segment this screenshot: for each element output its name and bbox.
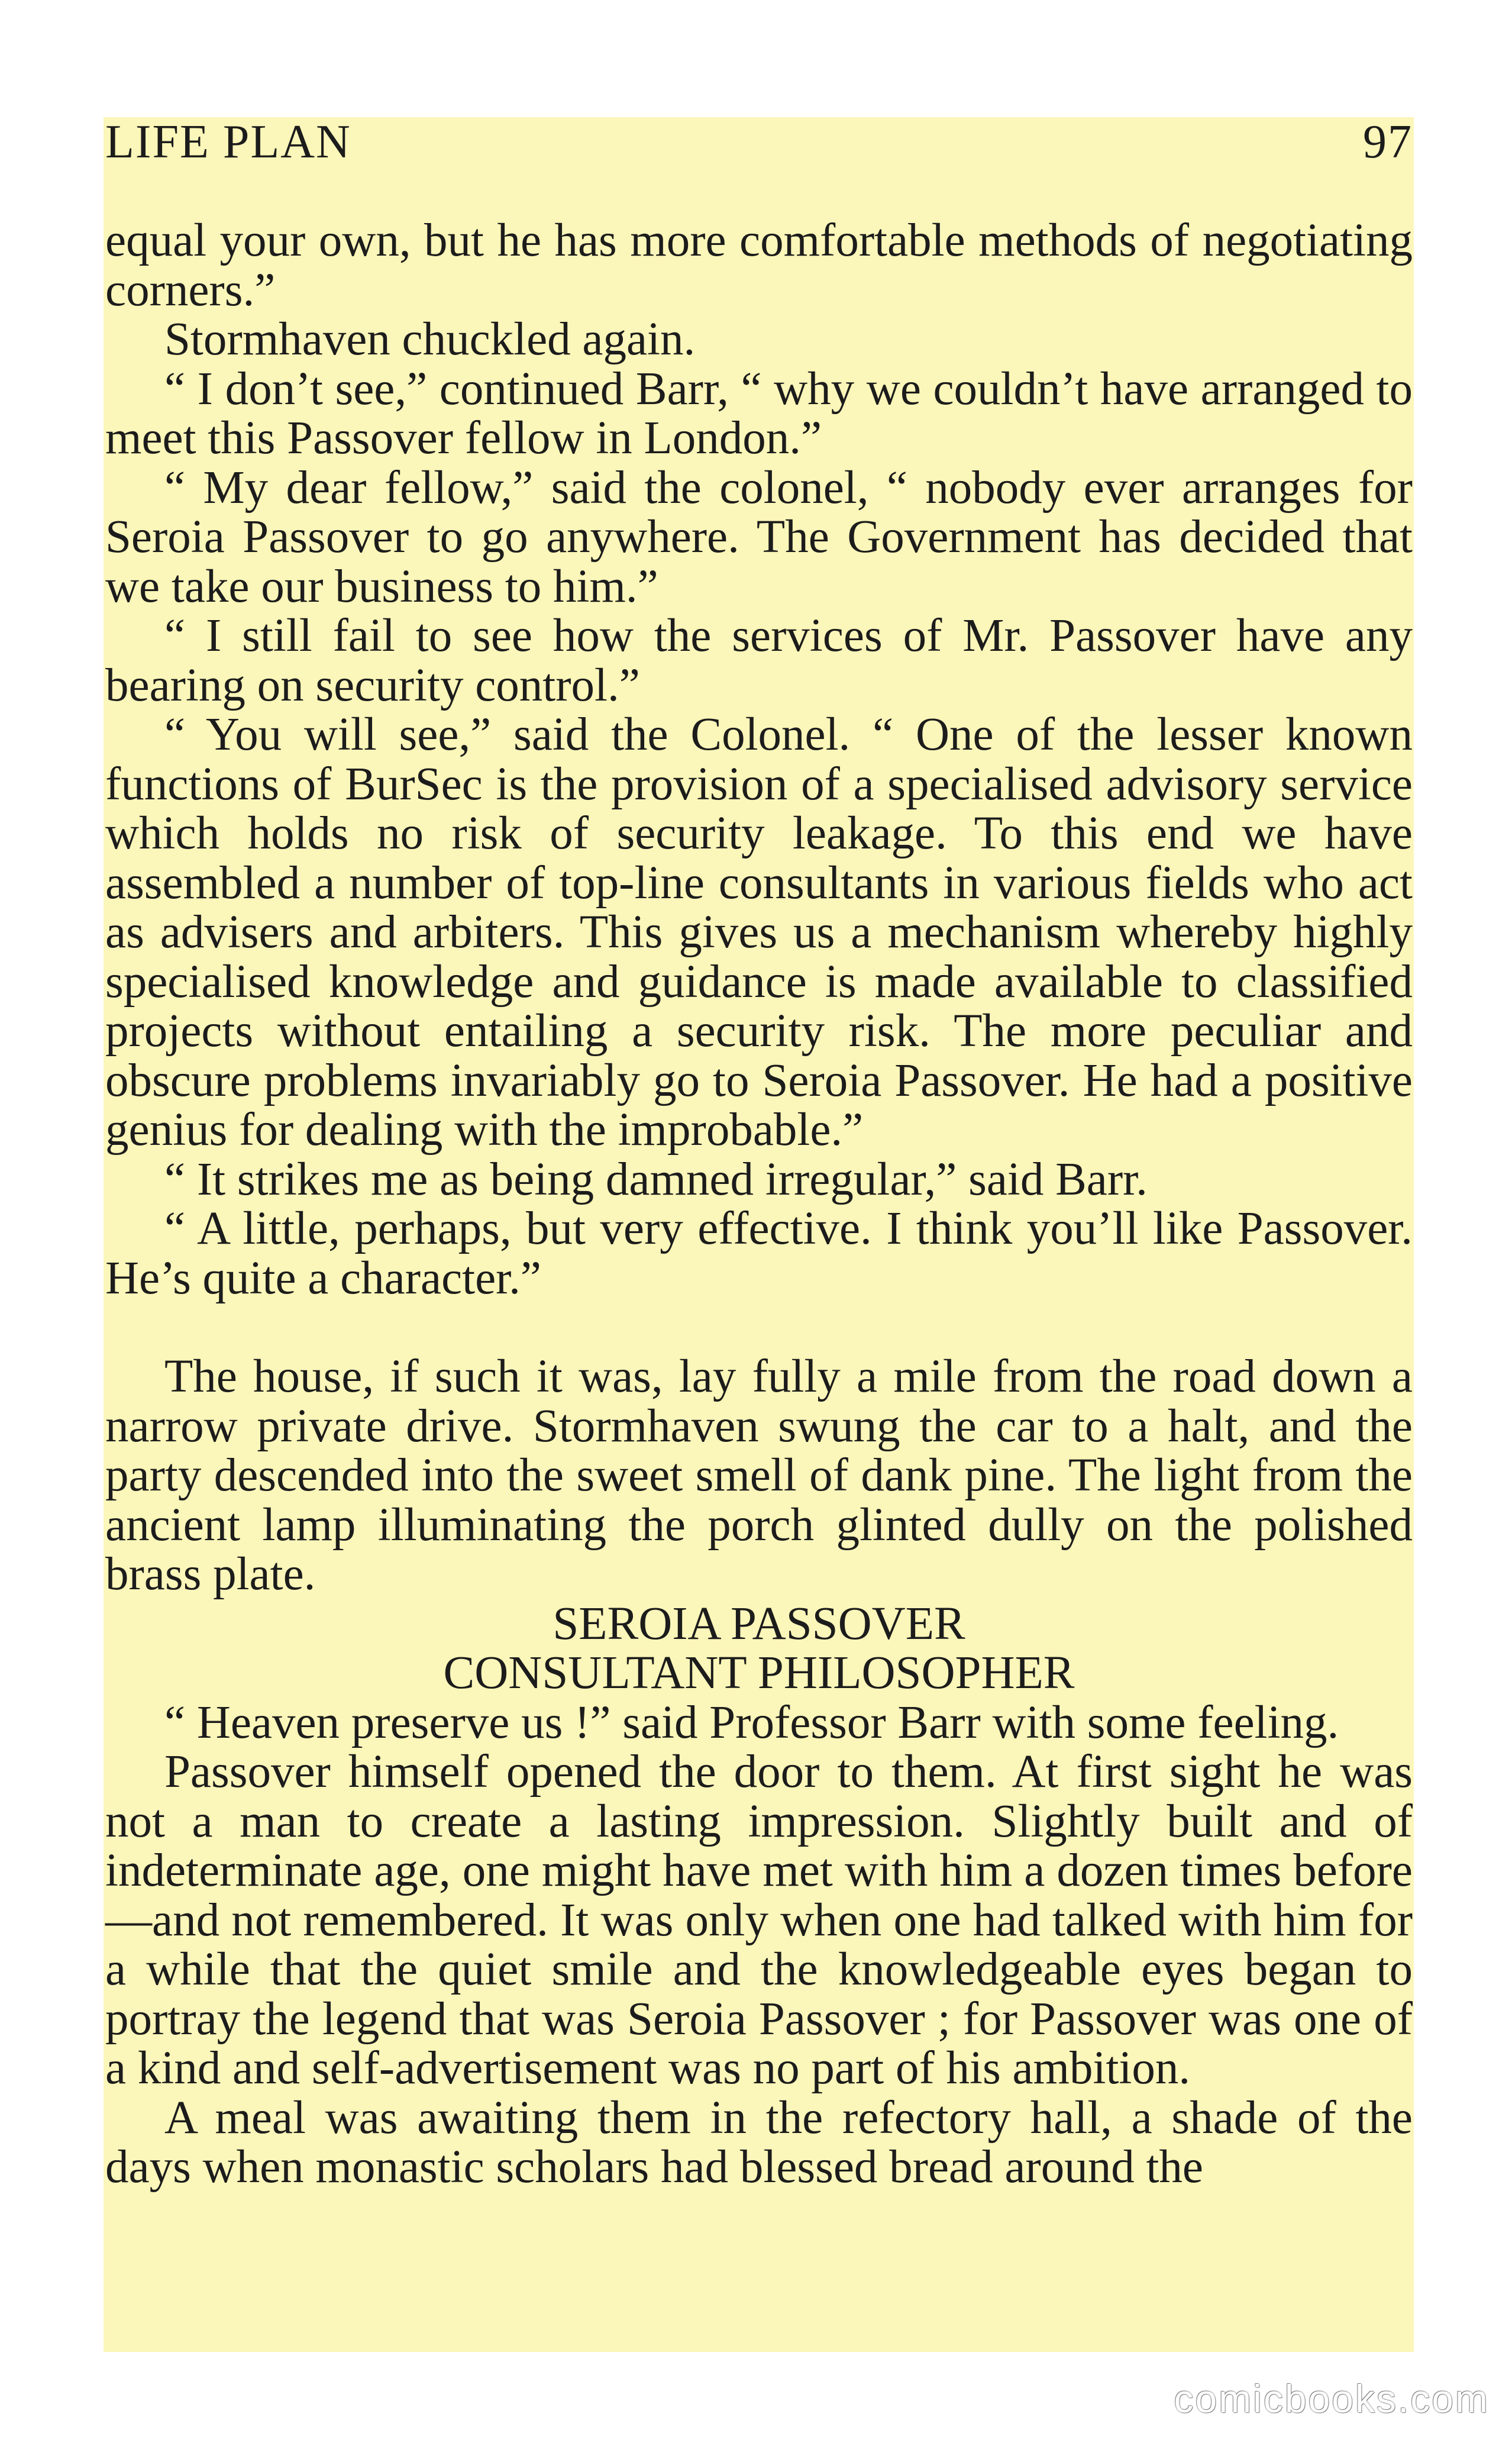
brass-plate-name: SEROIA PASSOVER — [553, 1598, 965, 1650]
paragraph: A meal was awaiting them in the refectory hall, a shade of the days when monastic scholars had blessed bread around the — [105, 2092, 1413, 2193]
brass-plate-title: CONSULTANT PHILOSOPHER — [443, 1647, 1075, 1699]
paragraph: “ You will see,” said the Colonel. “ One of the lesser known functions of BurSec is the provision of a specialised advisory service which holds no risk of security leakage. To this end we have assembled a number of top-line consultants in various fields who act as advisers and arbiters. This gives us a mechanism whereby highly specialised knowledge and guidance is made available to classified projects without entailing a security risk. The more peculiar and obscure problems invariably go to Seroia Passover. He had a positive genius for dealing with the improbable.” — [105, 709, 1413, 1156]
section-break — [105, 1303, 1413, 1352]
paragraph: equal your own, but he has more comfortable methods of negotiating corners.” — [105, 215, 1413, 316]
paragraph: “ It strikes me as being damned irregular,” said Barr. — [164, 1153, 1148, 1205]
paragraph: “ I don’t see,” continued Barr, “ why we couldn’t have arranged to meet this Passover fellow in London.” — [105, 363, 1413, 464]
paragraph: “ My dear fellow,” said the colonel, “ nobody ever arranges for Seroia Passover to go anywhere. The Government has decided that we take our business to him.” — [105, 462, 1413, 612]
paragraph: Passover himself opened the door to them. At first sight he was not a man to create a lasting impression. Slightly built and of indeterminate age, one might have met with him a dozen times before—and not remembered. It was only when one had talked with him for a while that the quiet smile and the knowledgeable eyes began to portray the legend that was Seroia Passover ; for Passover was one of a kind and self-advertisement was no part of his ambition. — [105, 1746, 1413, 2094]
body-text — [105, 216, 1413, 2192]
running-title: LIFE PLAN — [105, 116, 351, 168]
paragraph: Stormhaven chuckled again. — [164, 314, 696, 365]
page-number: 97 — [1363, 116, 1413, 168]
paragraph: “ Heaven preserve us !” said Professor Barr with some feeling. — [164, 1696, 1339, 1748]
paragraph: “ A little, perhaps, but very effective. I think you’ll like Passover. He’s quite a character.” — [105, 1203, 1413, 1304]
site-watermark: comicbooks.com — [1174, 2377, 1490, 2421]
paragraph: The house, if such it was, lay fully a mile from the road down a narrow private drive. Stormhaven swung the car to a halt, and the party descended into the sweet smell of dank pine. The light from the ancient lamp illuminating the porch glinted dully on the polished brass plate. — [105, 1351, 1413, 1600]
paragraph: “ I still fail to see how the services of Mr. Passover have any bearing on security control.” — [105, 610, 1413, 711]
